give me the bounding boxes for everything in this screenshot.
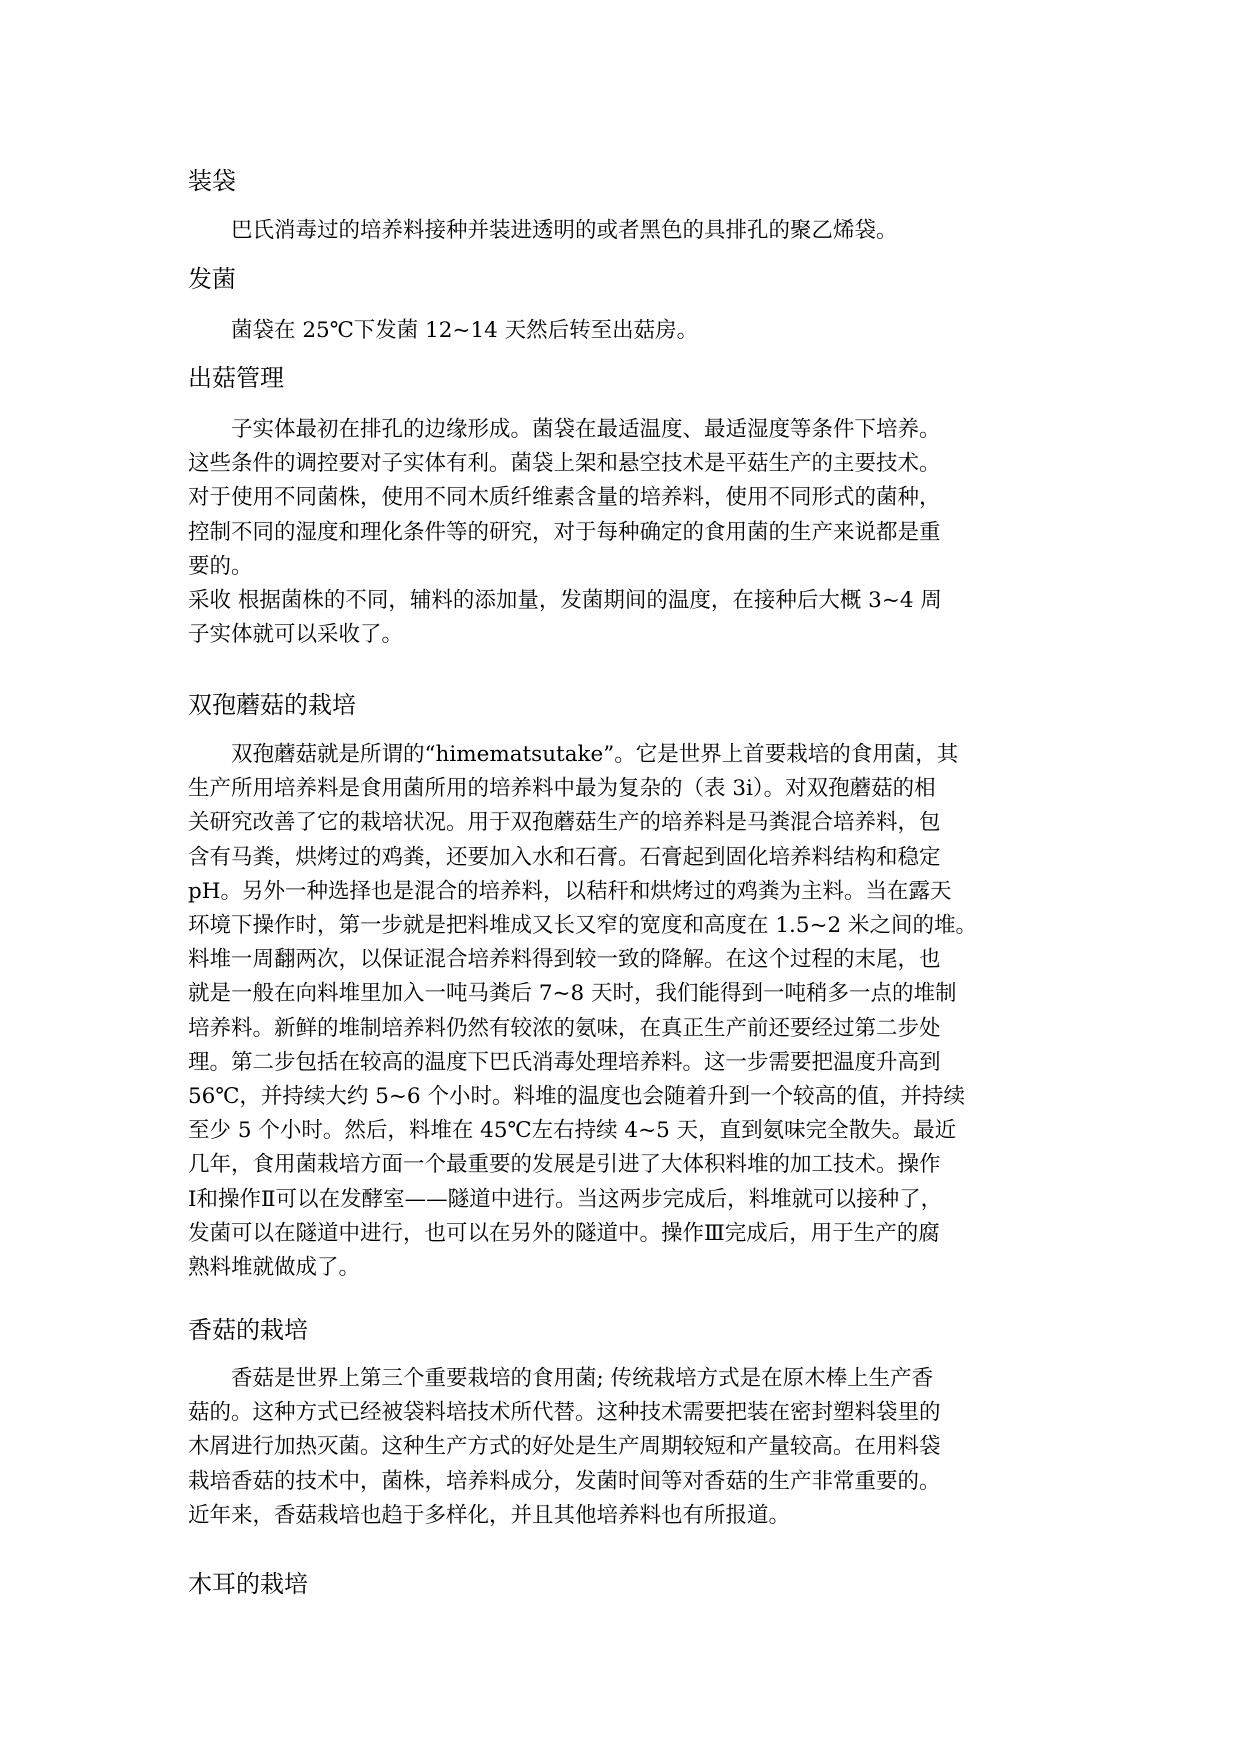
text-line: 关研究改善了它的栽培状况。用于双孢蘑菇生产的培养料是马粪混合培养料，包: [188, 810, 941, 836]
section-heading-shiitake: 香菇的栽培: [188, 1316, 308, 1344]
text-line: 近年来，香菇栽培也趋于多样化，并且其他培养料也有所报道。: [188, 1502, 791, 1528]
section-heading-fruiting-management: 出菇管理: [188, 364, 284, 392]
paragraph-button-mushroom: [188, 738, 1068, 1285]
text-line: 含有马粪，烘烤过的鸡粪，还要加入水和石膏。石膏起到固化培养料结构和稳定: [188, 844, 941, 870]
section-heading-button-mushroom: 双孢蘑菇的栽培: [188, 691, 356, 719]
text-line: 采收 根据菌株的不同，辅料的添加量，发菌期间的温度，在接种后大概 3~4 周: [188, 588, 942, 613]
text-line: 木屑进行加热灭菌。这种生产方式的好处是生产周期较短和产量较高。在用料袋: [188, 1434, 941, 1460]
text-line: 对于使用不同菌株，使用不同木质纤维素含量的培养料，使用不同形式的菌种，: [188, 485, 941, 511]
text-line: 环境下操作时，第一步就是把料堆成又长又窄的宽度和高度在 1.5~2 米之间的堆。: [188, 913, 978, 939]
paragraph-bagging: [188, 214, 1068, 248]
text-line: 巴氏消毒过的培养料接种并装进透明的或者黑色的具排孔的聚乙烯袋。: [231, 218, 898, 243]
text-line: Ⅰ和操作Ⅱ可以在发酵室——隧道中进行。当这两步完成后，料堆就可以接种了，: [188, 1186, 943, 1212]
text-line: 就是一般在向料堆里加入一吨马粪后 7~8 天时，我们能得到一吨稍多一点的堆制: [188, 981, 957, 1007]
text-line: 子实体最初在排孔的边缘形成。菌袋在最适温度、最适湿度等条件下培养。: [231, 417, 941, 442]
text-line: 56℃，并持续大约 5~6 个小时。料堆的温度也会随着升到一个较高的值，并持续: [188, 1084, 965, 1110]
paragraph-spawn-run: [188, 314, 1068, 348]
section-heading-bagging: 装袋: [188, 167, 236, 195]
section-heading-wood-ear: 木耳的栽培: [188, 1570, 308, 1598]
text-line: 栽培香菇的技术中，菌株，培养料成分，发菌时间等对香菇的生产非常重要的。: [188, 1468, 941, 1494]
text-line: 生产所用培养料是食用菌所用的培养料中最为复杂的（表 3i）。对双孢蘑菇的相: [188, 776, 936, 802]
text-line: 双孢蘑菇就是所谓的“himematsutake”。它是世界上首要栽培的食用菌，其: [231, 742, 959, 767]
text-line: pH。另外一种选择也是混合的培养料，以秸秆和烘烤过的鸡粪为主料。当在露天: [188, 878, 952, 904]
text-line: 子实体就可以采收了。: [188, 622, 404, 648]
text-line: 这些条件的调控要对子实体有利。菌袋上架和悬空技术是平菇生产的主要技术。: [188, 451, 941, 477]
text-line: 理。第二步包括在较高的温度下巴氏消毒处理培养料。这一步需要把温度升高到: [188, 1049, 941, 1075]
text-line: 熟料堆就做成了。: [188, 1255, 361, 1281]
paragraph-shiitake: [188, 1362, 1068, 1533]
text-line: 至少 5 个小时。然后，料堆在 45℃左右持续 4~5 天，直到氨味完全散失。最近: [188, 1118, 957, 1144]
text-line: 香菇是世界上第三个重要栽培的食用菌; 传统栽培方式是在原木棒上生产香: [231, 1366, 934, 1391]
paragraph-fruiting-management: [188, 413, 1068, 584]
paragraph-harvest: [188, 584, 1068, 652]
text-line: 要的。: [188, 553, 253, 579]
text-line: 几年，食用菌栽培方面一个最重要的发展是引进了大体积料堆的加工技术。操作: [188, 1152, 941, 1178]
section-heading-spawn-run: 发菌: [188, 265, 236, 293]
text-line: 料堆一周翻两次，以保证混合培养料得到较一致的降解。在这个过程的末尾，也: [188, 947, 941, 973]
text-line: 菌袋在 25℃下发菌 12~14 天然后转至出菇房。: [231, 318, 699, 343]
text-line: 菇的。这种方式已经被袋料培技术所代替。这种技术需要把装在密封塑料袋里的: [188, 1400, 941, 1426]
text-line: 发菌可以在隧道中进行，也可以在另外的隧道中。操作Ⅲ完成后，用于生产的腐: [188, 1220, 940, 1246]
text-line: 培养料。新鲜的堆制培养料仍然有较浓的氨味，在真正生产前还要经过第二步处: [188, 1015, 941, 1041]
text-line: 控制不同的湿度和理化条件等的研究，对于每种确定的食用菌的生产来说都是重: [188, 519, 941, 545]
